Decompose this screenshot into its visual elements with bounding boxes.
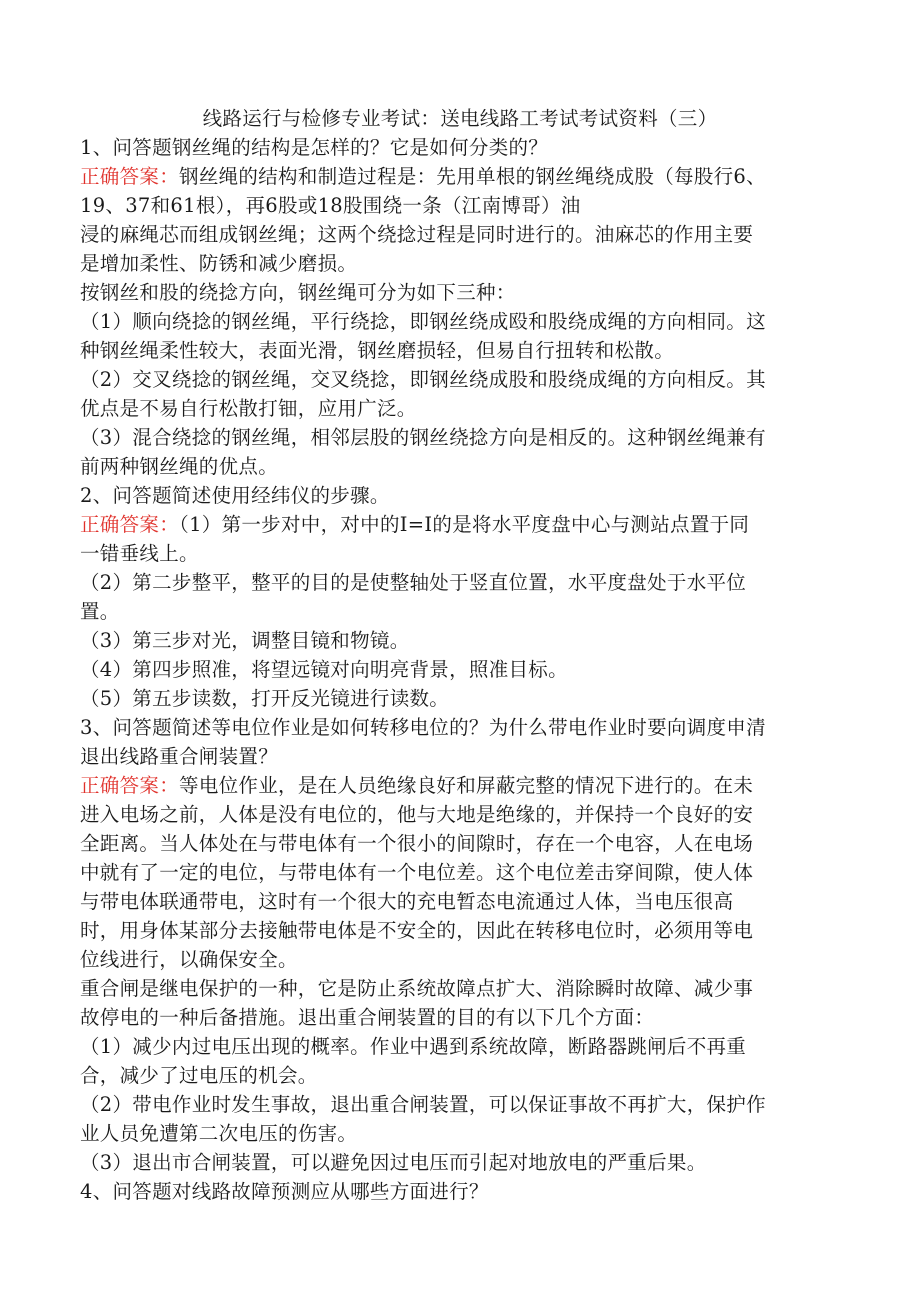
answer-3-first-line [80, 771, 840, 800]
answer-text: 等电位作业，是在人员绝缘良好和屏蔽完整的情况下进行的。在未 [179, 774, 754, 797]
answer-line: （1）减少内过电压出现的概率。作业中遇到系统故障，断路器跳闸后不再重 [80, 1035, 747, 1058]
answer-line: 是增加柔性、防锈和减少磨损。 [80, 252, 358, 275]
answer-1-first-line [80, 162, 840, 191]
answer-line: （3）混合绕捻的钢丝绳，相邻层股的钢丝绕捻方向是相反的。这种钢丝绳兼有 [80, 426, 766, 449]
answer-line: 中就有了一定的电位，与带电体有一个电位差。这个电位差击穿间隙，使人体 [80, 861, 754, 884]
question-1: 1、问答题钢丝绳的结构是怎样的？它是如何分类的？ [80, 136, 549, 159]
answer-line: 业人员免遭第二次电压的伤害。 [80, 1122, 358, 1145]
document-page [80, 104, 840, 1206]
answer-line: 进入电场之前，人体是没有电位的，他与大地是绝缘的，并保持一个良好的安 [80, 803, 754, 826]
answer-label: 正确答案： [80, 165, 180, 188]
answer-label: 正确答案： [80, 513, 180, 536]
answer-line: （2）交叉绕捻的钢丝绳，交叉绕捻，即钢丝绕成股和股绕成绳的方向相反。其 [80, 368, 766, 391]
question-2: 2、问答题简述使用经纬仪的步骤。 [80, 484, 390, 507]
answer-line: （3）退出市合闸装置，可以避免因过电压而引起对地放电的严重后果。 [80, 1151, 707, 1174]
answer-line: （1）顺向绕捻的钢丝绳，平行绕捻，即钢丝绕成殴和股绕成绳的方向相同。这 [80, 310, 766, 333]
answer-line: 与带电体联通带电，这时有一个很大的充电暂态电流通过人体，当电压很高 [80, 890, 734, 913]
answer-line: 19、37和61根），再6股或18股围绕一条（江南博哥）油 [80, 194, 581, 217]
answer-label: 正确答案： [80, 774, 180, 797]
answer-line: 种钢丝绳柔性较大，表面光滑，钢丝磨损轻，但易自行扭转和松散。 [80, 339, 675, 362]
answer-line: 一错垂线上。 [80, 542, 199, 565]
answer-line: 前两种钢丝绳的优点。 [80, 455, 279, 478]
question-3-continued: 退出线路重合闸装置？ [80, 745, 279, 768]
answer-line: （3）第三步对光，调整目镜和物镜。 [80, 629, 410, 652]
answer-text: 钢丝绳的结构和制造过程是：先用单根的钢丝绳绕成股（每股行6、 [179, 165, 766, 188]
answer-line: 时，用身体某部分去接触带电体是不安全的，因此在转移电位时，必须用等电 [80, 919, 754, 942]
question-3: 3、问答题简述等电位作业是如何转移电位的？为什么带电作业时要向调度申清 [80, 716, 766, 739]
answer-line: （2）第二步整平，整平的目的是使整轴处于竖直位置，水平度盘处于水平位 [80, 571, 747, 594]
answer-line: （4）第四步照准，将望远镜对向明亮背景，照准目标。 [80, 658, 568, 681]
answer-line: 合，减少了过电压的机会。 [80, 1064, 318, 1087]
answer-line: 重合闸是继电保护的一种，它是防止系统故障点扩大、消除瞬时故障、减少事 [80, 977, 754, 1000]
answer-line: （2）带电作业时发生事故，退出重合闸装置，可以保证事故不再扩大，保护作 [80, 1093, 766, 1116]
answer-line: 按钢丝和股的绕捻方向，钢丝绳可分为如下三种： [80, 281, 516, 304]
answer-line: 全距离。当人体处在与带电体有一个很小的间隙时，存在一个电容，人在电场 [80, 832, 754, 855]
answer-line: 位线进行，以确保安全。 [80, 948, 298, 971]
answer-text: （1）第一步对中，对中的I=I的是将水平度盘中心与测站点置于同 [179, 513, 750, 536]
answer-line: 优点是不易自行松散打钿，应用广泛。 [80, 397, 417, 420]
document-title: 线路运行与检修专业考试：送电线路工考试考试资料（三） [202, 107, 718, 130]
answer-2-first-line [80, 510, 840, 539]
question-4: 4、问答题对线路故障预测应从哪些方面进行？ [80, 1180, 489, 1203]
answer-line: 浸的麻绳芯而组成钢丝绳；这两个绕捻过程是同时进行的。油麻芯的作用主要 [80, 223, 754, 246]
answer-line: 故停电的一种后备措施。退出重合闸装置的目的有以下几个方面： [80, 1006, 655, 1029]
answer-line: （5）第五步读数，打开反光镜进行读数。 [80, 687, 450, 710]
answer-line: 置。 [80, 600, 120, 623]
